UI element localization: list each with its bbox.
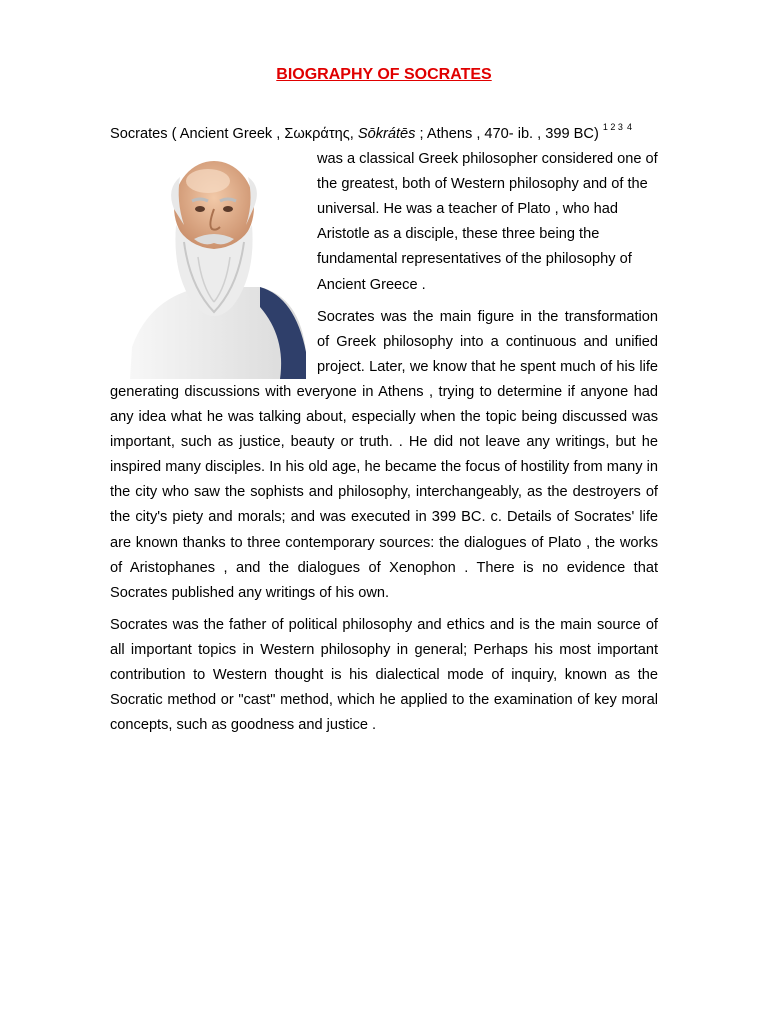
title-text: BIOGRAPHY OF SOCRATES: [276, 66, 492, 83]
footnote-refs: 1 2 3: [602, 122, 623, 132]
intro-transliteration: Sōkrátēs: [357, 126, 416, 142]
document-body: [110, 122, 658, 738]
intro-lead: Socrates ( Ancient Greek , Σωκράτης,: [110, 126, 354, 142]
paragraph-intro: [110, 122, 658, 298]
paragraph-transformation: Socrates was the main figure in the transformation of Greek philosophy into a continuous and unified project. Later, we know that he spent much of his life generating discussions with everyone in Athens , trying to determine if anyone had any idea what he was talking about, especially when the topic being discussed was important, such as justice, beauty or truth. . He did not leave any writings, but he inspired many disciples. In his old age, he became the focus of hostility from many in the city who saw the sophists and philosophy, interchangeably, as the destroyers of the city's piety and morals; and was executed in 399 BC. c. Details of Socrates' life are known thanks to three contemporary sources: the dialogues of Plato , the works of Aristophanes , and the dialogues of Xenophon . There is no evidence that Socrates published any writings of his own.: [110, 308, 658, 601]
socrates-portrait: [110, 147, 317, 379]
intro-rest: was a classical Greek philosopher considered one of the greatest, both of Western philosophy and of the universal. He was a teacher of Plato , who had Aristotle as a disciple, these three being the fundamental representatives of the philosophy of Ancient Greece .: [317, 151, 658, 293]
paragraph-father: Socrates was the father of political philosophy and ethics and is the main source of all important topics in Western philosophy in general; Perhaps his most important contribution to Western thought is his dialectical mode of inquiry, known as the Socratic method or "cast" method, which he applied to the examination of key moral concepts, such as goodness and justice .: [110, 616, 658, 734]
page-title: [0, 66, 768, 84]
intro-after: ; Athens , 470- ib. , 399 BC): [419, 126, 599, 142]
footnote-ref-4: 4: [626, 122, 632, 132]
